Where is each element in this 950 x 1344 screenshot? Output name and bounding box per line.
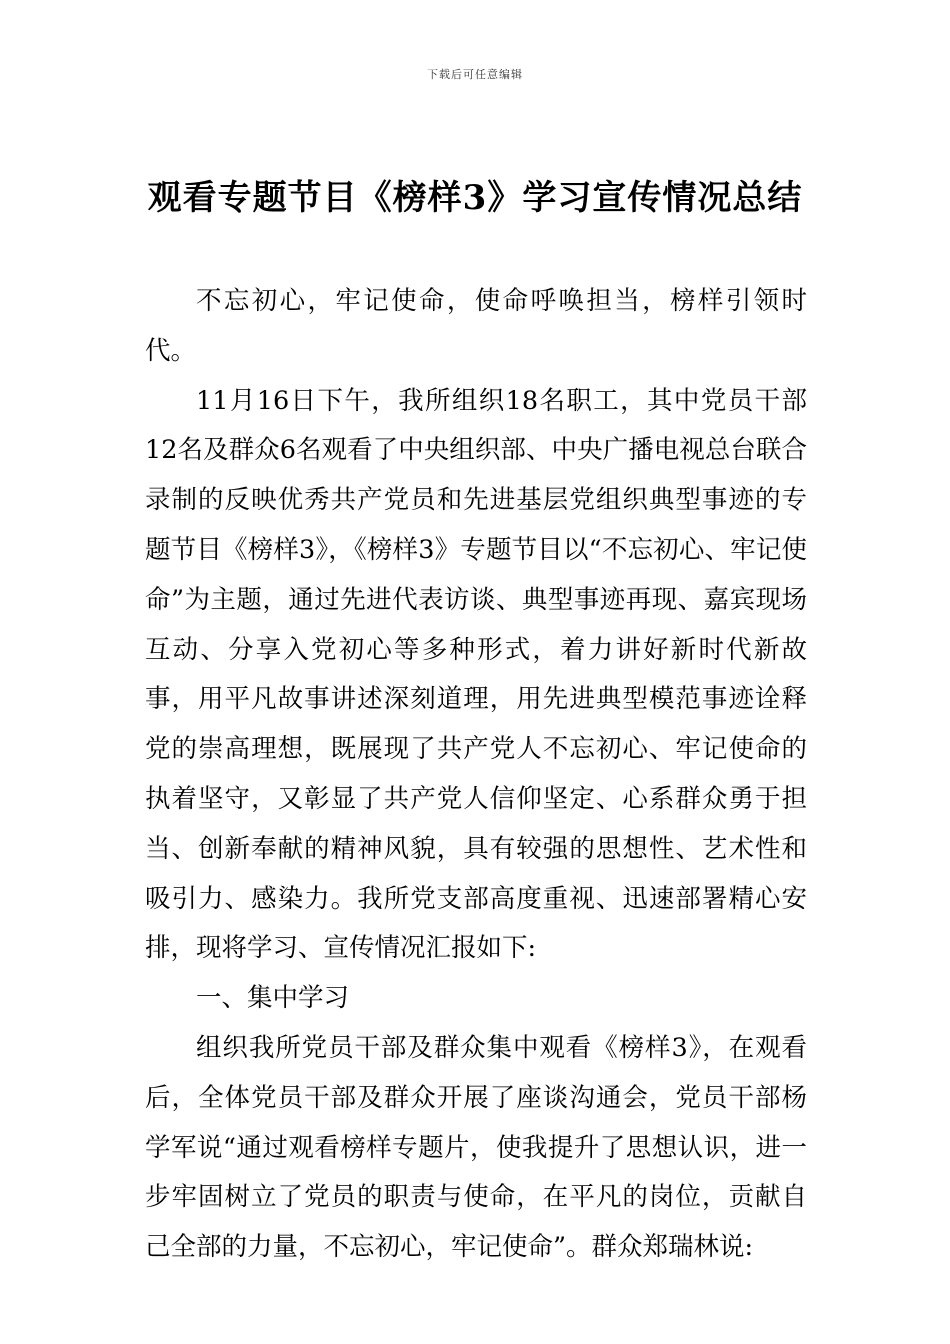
document-title: 观看专题节目《榜样3》学习宣传情况总结 [147, 178, 803, 218]
section-heading: 一、集中学习 [196, 983, 350, 1014]
document-body [145, 277, 807, 1273]
paragraph-summary: 11月16日下午，我所组织18名职工，其中党员干部12名及群众6名观看了中央组织部、中央广播电视总台联合录制的反映优秀共产党员和先进基层党组织典型事迹的专题节目《榜样3》，《榜样3》专题节目以“不忘初心、牢记使命”为主题，通过先进代表访谈、典型事迹再现、嘉宾现场互动、分享入党初心等多种形式，着力讲好新时代新故事，用平凡故事讲述深刻道理，用先进典型模范事迹诠释党的崇高理想，既展现了共产党人不忘初心、牢记使命的执着坚守，又彰显了共产党人信仰坚定、心系群众勇于担当、创新奉献的精神风貌，具有较强的思想性、艺术性和吸引力、感染力。我所党支部高度重视、迅速部署精心安排，现将学习、宣传情况汇报如下: [145, 385, 807, 964]
paragraph-intro: 不忘初心，牢记使命，使命呼唤担当，榜样引领时代。 [145, 286, 807, 366]
paragraph-study: 组织我所党员干部及群众集中观看《榜样3》，在观看后，全体党员干部及群众开展了座谈沟通会，党员干部杨学军说“通过观看榜样专题片，使我提升了思想认识，进一步牢固树立了党员的职责与使命，在平凡的岗位，贡献自己全部的力量，不忘初心，牢记使命”。群众郑瑞林说: [145, 1032, 807, 1263]
header-note: 下载后可任意编辑 [427, 68, 523, 81]
